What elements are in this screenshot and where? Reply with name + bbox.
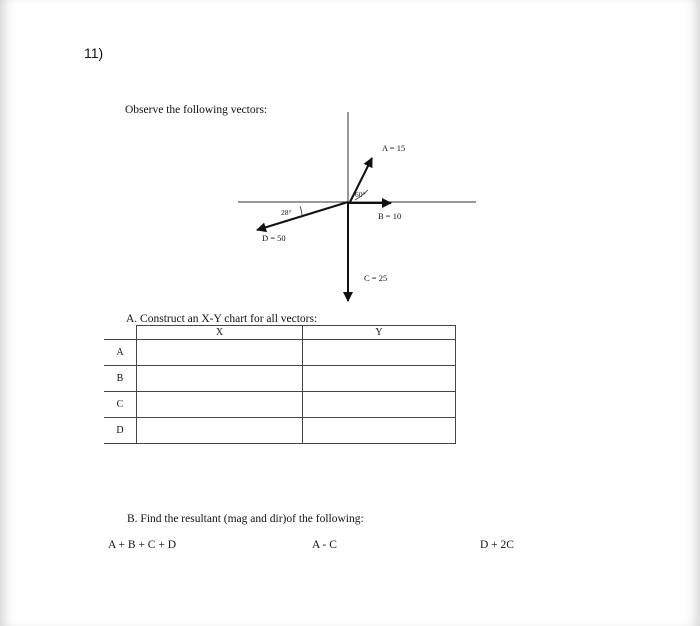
table-header-row (104, 326, 456, 340)
vector-b-label: B = 10 (378, 211, 402, 221)
angle-28-arc (300, 206, 302, 216)
vector-c-label: C = 25 (364, 273, 388, 283)
observe-instruction: Observe the following vectors: (125, 104, 268, 116)
cell-a-y[interactable] (303, 340, 456, 366)
table-row (104, 366, 456, 392)
cell-d-y[interactable] (303, 418, 456, 444)
angle-28-label: 28° (281, 208, 292, 217)
table-row (104, 340, 456, 366)
cell-b-x[interactable] (137, 366, 303, 392)
part-b-instruction: B. Find the resultant (mag and dir)of the following: (127, 513, 364, 525)
table-corner-cell (104, 326, 137, 340)
expression-a-minus-c: A - C (312, 539, 337, 551)
table-row (104, 418, 456, 444)
vector-a-label: A = 15 (382, 143, 406, 153)
expression-a-plus-b-plus-c-plus-d: A + B + C + D (108, 539, 177, 551)
row-label-c: C (104, 392, 137, 418)
expression-d-plus-2c: D + 2C (480, 539, 514, 551)
row-label-a: A (104, 340, 137, 366)
column-header-y: Y (303, 326, 456, 340)
table-row (104, 392, 456, 418)
cell-b-y[interactable] (303, 366, 456, 392)
cell-c-x[interactable] (137, 392, 303, 418)
row-label-d: D (104, 418, 137, 444)
cell-c-y[interactable] (303, 392, 456, 418)
angle-60-label: 60° (355, 190, 366, 199)
cell-a-x[interactable] (137, 340, 303, 366)
column-header-x: X (137, 326, 303, 340)
vector-d-arrow (257, 202, 348, 230)
xy-chart-table (104, 325, 456, 444)
cell-d-x[interactable] (137, 418, 303, 444)
question-number: 11) (84, 45, 104, 61)
row-label-b: B (104, 366, 137, 392)
vector-d-label: D = 50 (262, 233, 286, 243)
part-a-instruction: A. Construct an X-Y chart for all vectors: (126, 313, 318, 325)
